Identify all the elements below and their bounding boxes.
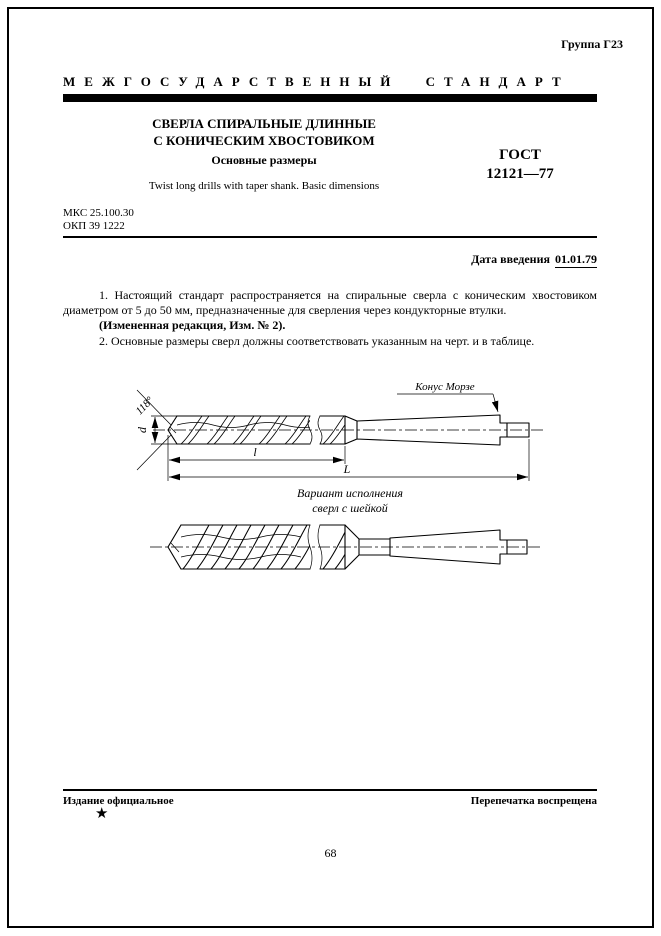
introduction-date [63,252,597,267]
neck-and-shank-outline [345,525,527,569]
chisel-edge [171,543,179,552]
variant-caption-line1: Вариант исполнения [296,486,404,500]
document-subtitle: Основные размеры [211,153,317,167]
divider-line [63,236,597,238]
header-rule [63,94,597,102]
body-text [63,288,597,349]
star-mark: ★ [95,806,109,822]
title-line1: СВЕРЛА СПИРАЛЬНЫЕ ДЛИННЫЕ [152,116,376,131]
drill-drawing-variant [95,505,555,595]
footer-left: Издание официальное [63,795,174,807]
gost-number: 12121—77 [486,165,554,182]
paragraph-amendment: (Измененная редакция, Изм. № 2). [99,318,286,333]
drill-drawing-main [95,378,555,483]
footer-right: Перепечатка воспрещена [470,795,597,807]
page-number: 68 [324,846,337,860]
okp-code: ОКП 39 1222 [63,220,125,233]
mks-code: МКС 25.100.30 [63,207,134,219]
footer [63,795,597,807]
paragraph-dimensions: 2. Основные размеры сверл должны соответствовать указанным на черт. и в таблице. [99,333,535,348]
l-label: l [253,445,257,459]
date-label: Дата введения [471,252,550,266]
classification-codes [63,207,134,233]
morse-taper-label: Конус Морзе [415,381,475,393]
morse-leader-arrow [493,394,498,412]
document-title [98,116,430,150]
variant-caption-line2: сверл с шейкой [312,501,388,515]
group-label: Группа Г23 [561,37,623,51]
title-line2: С КОНИЧЕСКИМ ХВОСТОВИКОМ [153,132,375,148]
date-value: 01.01.79 [555,252,597,266]
point-angle-label: 118° [133,394,157,418]
L-label: L [343,462,351,476]
standard-type-heading: МЕЖГОСУДАРСТВЕННЫЙ СТАНДАРТ [63,74,570,89]
gost-label: ГОСТ [499,147,541,163]
d-label: d [135,427,149,433]
english-title: Twist long drills with taper shank. Basic dimensions [148,180,380,192]
gost-designation [468,146,572,184]
footer-rule [63,789,597,791]
paragraph-scope: 1. Настоящий стандарт распространяется на спиральные сверла с коническим хвостовиком диаметром от 5 до 50 мм, предназначенные для сверления через кондукторные втулки. [63,288,597,318]
